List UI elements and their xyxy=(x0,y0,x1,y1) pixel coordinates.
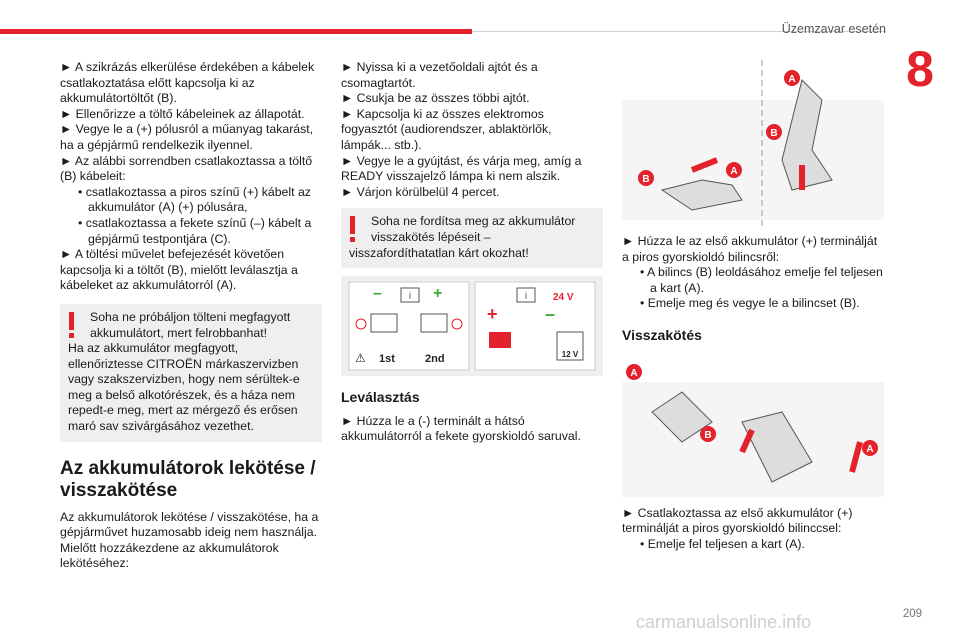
step-label: 1st xyxy=(379,353,395,366)
chapter-number: 8 xyxy=(906,41,934,97)
warning-callout xyxy=(60,304,322,442)
section-title: Üzemzavar esetén xyxy=(781,22,886,36)
paragraph: ► Az alábbi sorrendben csatlakoztassa a töltő (B) kábeleit: xyxy=(60,153,313,184)
bullet-item: • A bilincs (B) leoldásához emelje fel teljesen a kart (A). xyxy=(622,265,884,296)
svg-text:+: + xyxy=(487,304,498,325)
svg-text:–: – xyxy=(545,304,556,325)
charging-order-illustration xyxy=(341,276,603,376)
svg-text:A: A xyxy=(866,443,874,455)
svg-text:B: B xyxy=(770,128,778,139)
warning-text: Ha az akkumulátor megfagyott, ellenőriztesse CITROËN márkaszervizben vagy szakszervizben, hogy nem sérültek-e meg a belső alkotórészek, és a háza nem repedt-e meg, mert az mérgező és erősen maró sav szivárgásához vezethet. xyxy=(68,341,300,434)
paragraph: Az akkumulátorok lekötése / visszakötése, ha a gépjárművet huzamosabb ideig nem használja. Mielőtt hozzákezdene az akkumulátorok lekötéséhez: xyxy=(60,509,319,571)
warning-text: visszafordíthatatlan kárt okozhat! xyxy=(349,245,529,260)
svg-text:⚠: ⚠ xyxy=(355,351,366,366)
callout-letter: A xyxy=(788,74,796,85)
bullet-item: • csatlakoztassa a fekete színű (–) kábelt a gépjármű testpontjára (C). xyxy=(60,216,322,247)
warning-text: Soha ne próbáljon tölteni megfagyott akkumulátort, mert felrobbanhat! xyxy=(90,309,291,340)
svg-text:i: i xyxy=(408,291,412,303)
paragraph: ► Csukja be az összes többi ajtót. xyxy=(341,91,530,106)
svg-text:–: – xyxy=(373,285,382,303)
bullet-item: • csatlakoztassa a piros színű (+) kábelt az akkumulátor (A) (+) pólusára, xyxy=(60,185,322,216)
bullet-item: • Emelje fel teljesen a kart (A). xyxy=(622,537,884,553)
paragraph: ► A szikrázás elkerülése érdekében a kábelek csatlakoztatása előtt kapcsolja ki az akkumulátortöltőt (B). xyxy=(60,60,315,106)
voltage-label: 24 V xyxy=(553,292,574,304)
paragraph: ► Húzza le az első akkumulátor (+) terminálját a piros gyorskioldó bilincsről: xyxy=(622,234,878,264)
warning-icon xyxy=(349,216,355,242)
paragraph: ► Húzza le a (-) terminált a hátsó akkumulátorról a fekete gyorskioldó saruval. xyxy=(341,413,581,444)
bullet-item: • Emelje meg és vegye le a bilincset (B). xyxy=(622,296,884,312)
callout-letter: B xyxy=(642,174,650,185)
disconnect-illustration xyxy=(622,60,884,228)
column-1 xyxy=(60,60,322,572)
step-label: 2nd xyxy=(425,353,445,366)
column-2 xyxy=(341,60,603,445)
warning-text: Soha ne fordítsa meg az akkumulátor visszakötés lépéseit – xyxy=(371,214,576,244)
svg-text:+: + xyxy=(433,285,443,303)
paragraph: ► A töltési művelet befejezését követően kapcsolja ki a töltőt (B), mielőtt leválasztja a kábeleket az akkumulátorról (A). xyxy=(60,247,298,293)
paragraph: ► Kapcsolja ki az összes elektromos fogyasztót (audiorendszer, ablaktörlők, lámpák... stb.). xyxy=(341,106,552,152)
paragraph: ► Nyissa ki a vezetőoldali ajtót és a csomagtartót. xyxy=(341,60,538,90)
warning-callout xyxy=(341,208,603,268)
watermark: carmanualsonline.info xyxy=(636,612,812,632)
voltage-label: 12 V xyxy=(561,350,579,360)
section-heading: Visszakötés xyxy=(622,326,702,343)
paragraph: ► Csatlakoztassa az első akkumulátor (+) terminálját a piros gyorskioldó bilinccsel: xyxy=(622,505,853,536)
page-number: 209 xyxy=(902,608,922,620)
paragraph: ► Várjon körülbelül 4 percet. xyxy=(341,184,500,199)
paragraph: ► Ellenőrizze a töltő kábeleinek az állapotát. xyxy=(60,106,305,121)
section-heading: Leválasztás xyxy=(341,389,420,406)
svg-text:i: i xyxy=(524,291,528,303)
callout-letter: B xyxy=(704,429,712,441)
paragraph: ► Vegye le a (+) pólusról a műanyag takarást, ha a gépjármű rendelkezik ilyennel. xyxy=(60,122,314,152)
section-heading: Az akkumulátorok lekötése / visszakötése xyxy=(60,457,316,501)
callout-letter: A xyxy=(630,367,638,379)
warning-icon xyxy=(68,312,74,338)
reconnect-illustration xyxy=(622,352,884,502)
svg-text:A: A xyxy=(730,166,738,177)
header-accent-bar xyxy=(0,29,472,34)
column-3 xyxy=(622,60,884,552)
paragraph: ► Vegye le a gyújtást, és várja meg, amíg a READY visszajelző lámpa ki nem alszik. xyxy=(341,153,582,184)
